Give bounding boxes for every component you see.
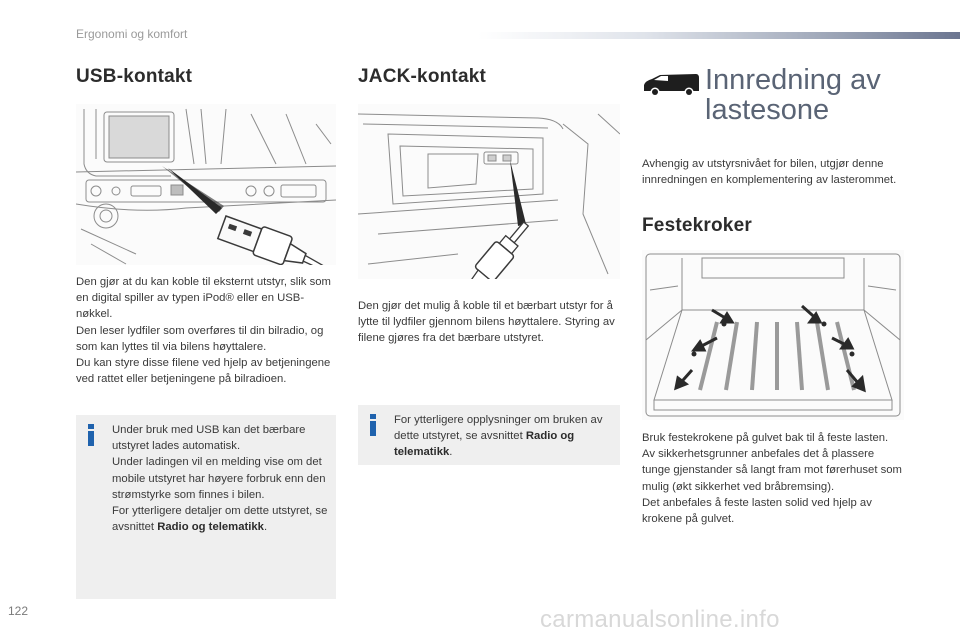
jack-info-box: [358, 405, 620, 465]
jack-description: [358, 298, 620, 347]
jack-info-text: For ytterligere opplysninger om bruken av dette utstyret, se avsnittet Radio og telematikk.: [394, 414, 603, 459]
cargo-paragraph: Bruk festekrokene på gulvet bak til å feste lasten.: [642, 432, 889, 444]
usb-info-line: For ytterligere detaljer om dette utstyret, se avsnittet Radio og telematikk.: [112, 505, 328, 534]
cargo-floor-illustration: [642, 250, 904, 420]
page-number: 122: [8, 604, 29, 618]
usb-paragraph: Den leser lydfiler som overføres til din bilradio, og som kan lyttes til via bilens høyttalere.: [76, 324, 324, 353]
cargo-intro: [642, 156, 904, 188]
usb-illustration: [76, 104, 336, 265]
usb-info-text: [112, 422, 330, 535]
festekroker-title: Festekroker: [642, 215, 752, 236]
usb-title: USB-kontakt: [76, 66, 193, 87]
usb-paragraph: Du kan styre disse filene ved hjelp av betjeningene ved rattet eller betjeningene på bilradioen.: [76, 357, 331, 386]
cargo-title: [705, 65, 881, 125]
usb-info-box: [76, 415, 336, 599]
cargo-title-line: lastesone: [705, 94, 830, 126]
cargo-paragraph: Av sikkerhetsgrunner anbefales det å plassere tunge gjenstander så langt fram mot førerhuset som mulig (økt sikkerhet ved bråbremsing).: [642, 448, 902, 493]
van-icon: [642, 73, 700, 102]
watermark: carmanualsonline.info: [540, 606, 780, 633]
usb-paragraph: Den gjør at du kan koble til eksternt utstyr, slik som en digital spiller av typen iPod® eller en USB-nøkkel.: [76, 276, 331, 321]
cargo-paragraph: Det anbefales å feste lasten solid ved hjelp av krokene på gulvet.: [642, 496, 872, 526]
jack-title: JACK-kontakt: [358, 66, 487, 87]
section-header: Ergonomi og komfort: [76, 27, 188, 41]
jack-paragraph: Den gjør det mulig å koble til et bærbart utstyr for å lytte til lydfiler gjennom bilens høyttalere. Styring av filene gjøres fra det bærbare utstyret.: [358, 300, 615, 345]
cargo-intro-text: Avhengig av utstyrsnivået for bilen, utgjør denne innredningen en komplementering av lasterommet.: [642, 158, 897, 187]
usb-description: [76, 274, 338, 387]
usb-info-line: Under bruk med USB kan det bærbare utstyret lades automatisk.: [112, 424, 306, 453]
usb-info-line: Under ladingen vil en melding vise om det mobile utstyret har høyere forbruk enn den strømstyrke som finnes i bilen.: [112, 456, 326, 501]
cargo-title-line: Innredning av: [705, 64, 881, 96]
cargo-description: [642, 430, 904, 527]
radio-telematikk-reference: Radio og telematikk: [157, 521, 264, 534]
header-gradient-bar: [478, 32, 960, 39]
jack-illustration: [358, 104, 620, 279]
radio-telematikk-reference: Radio og telematikk: [394, 430, 575, 459]
